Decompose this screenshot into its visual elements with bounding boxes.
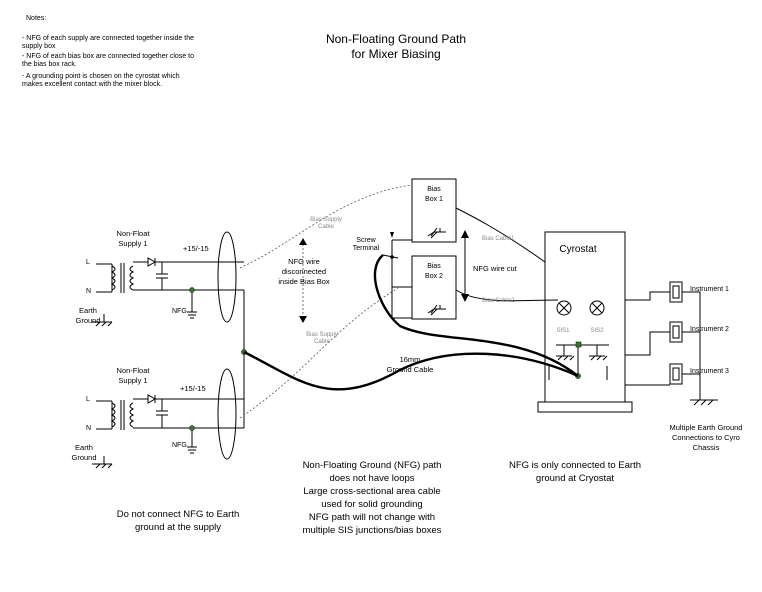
bottom-center-line-2: does not have loops — [329, 473, 415, 484]
cryostat-label: Cyrostat — [559, 244, 597, 255]
notes-line-5: - A grounding point is chosen on the cyrostat which — [22, 73, 180, 80]
supply-2-nfg-label: NFG — [172, 442, 187, 449]
supply-1-n-label: N — [86, 288, 92, 295]
screw-terminal-line-2: Terminal — [352, 245, 380, 252]
notes-block — [22, 15, 194, 88]
bottom-center-line-5: NFG path will not change with — [308, 512, 436, 523]
supply-1-transformer-secondary — [130, 266, 133, 290]
bias-supply-cable-2-path — [240, 288, 398, 418]
bias-supply-cable-1-line-1: Bias Supply — [310, 217, 342, 223]
diagram-title-line-2: for Mixer Biasing — [351, 47, 441, 61]
bottom-center-line-1: Non-Floating Ground (NFG) path — [302, 460, 442, 471]
notes-line-1: - NFG of each supply are connected together inside the — [22, 35, 194, 42]
sis2-label: SIS2 — [590, 328, 604, 334]
multiple-earth-line-3: Chassis — [692, 443, 720, 452]
bias-cable-1-path — [456, 208, 545, 262]
supply-1-earth-line-1: Earth — [79, 306, 97, 315]
sis1-label: SIS1 — [556, 328, 570, 334]
bottom-center-line-6: multiple SIS junctions/bias boxes — [302, 525, 442, 536]
multiple-earth-ground-icon — [690, 400, 718, 405]
supply-2-nfg-node — [190, 426, 195, 431]
bias-box-2-line-2: Box 2 — [425, 273, 443, 280]
cryostat — [538, 232, 632, 412]
supply-1-name-line-1: Non-Float — [116, 229, 150, 238]
bottom-left-line-2: ground at the supply — [134, 522, 222, 533]
supply-2-name-line-2: Supply 1 — [118, 376, 148, 385]
notes-line-6: makes excellent contact with the mixer block. — [22, 81, 163, 88]
supply-2-cable-shield — [218, 369, 236, 459]
bias-box-1-ground-icon — [428, 228, 446, 238]
supply-1-voltage: +15/-15 — [183, 244, 209, 253]
ground-cable-line-2: Ground Cable — [386, 365, 434, 374]
bottom-center-line-4: used for solid grounding — [321, 499, 423, 510]
bias-cable-2-label: Bias Cable2 — [482, 298, 515, 304]
bottom-right-line-2: ground at Cryostat — [535, 473, 615, 484]
nfg-disconnected-line-1: NFG wire — [288, 257, 320, 266]
supply-1-earth-line-2: Ground — [75, 316, 101, 325]
ground-cable-line-1: 16mm — [399, 355, 421, 364]
screw-terminal-line-1: Screw — [356, 237, 376, 244]
supply-2-l-label: L — [86, 396, 90, 403]
bias-box-2-ground-icon — [428, 305, 446, 315]
nfg-disconnected-line-2: disconnected — [281, 267, 327, 276]
bias-box-2-line-1: Bias — [427, 263, 441, 270]
bias-box-1-line-2: Box 1 — [425, 196, 443, 203]
notes-line-3: - NFG of each bias box are connected together close to — [22, 53, 194, 60]
nfg-disconnected-line-3: inside Bias Box — [278, 277, 330, 286]
supply-2-diode — [148, 395, 155, 403]
supply-2-n-label: N — [86, 425, 92, 432]
instrument-2-label: Instrument 2 — [690, 326, 729, 333]
bias-box-1-line-1: Bias — [427, 186, 441, 193]
multiple-earth-line-2: Connections to Cyro — [672, 433, 740, 442]
supply-1 — [75, 229, 244, 326]
notes-line-4: the bias box rack. — [22, 61, 77, 68]
supply-1-nfg-node — [190, 288, 195, 293]
bias-supply-cable-2-line-1: Bias Supply — [306, 332, 338, 338]
supply-1-cable-shield — [218, 232, 236, 322]
supply-1-l-label: L — [86, 259, 90, 266]
bottom-left-line-1: Do not connect NFG to Earth — [116, 509, 240, 520]
bottom-right-line-1: NFG is only connected to Earth — [508, 460, 642, 471]
bias-cable-1-label: Bias Cable1 — [482, 236, 515, 242]
supply-2-earth-line-2: Ground — [71, 453, 97, 462]
instrument-3-label: Instrument 3 — [690, 368, 729, 375]
nfg-disconnected-annotation — [278, 238, 330, 323]
supply-1-nfg-label: NFG — [172, 308, 187, 315]
nfg-wire-cut-label: NFG wire cut — [473, 264, 517, 273]
supply-1-diode — [148, 258, 155, 266]
diagram-title-line-1: Non-Floating Ground Path — [325, 32, 467, 46]
supply-2 — [71, 366, 244, 468]
supply-2-earth-line-1: Earth — [75, 443, 93, 452]
notes-heading: Notes: — [26, 15, 47, 22]
bias-box-1 — [412, 179, 456, 242]
multiple-earth-line-1: Multiple Earth Ground — [669, 423, 743, 432]
supply-2-voltage: +15/-15 — [180, 384, 206, 393]
notes-line-2: supply box — [22, 43, 56, 50]
bias-supply-cable-1-line-2: Cable — [318, 224, 334, 230]
bias-supply-cable-2-line-2: Cable — [314, 339, 330, 345]
bottom-center-line-3: Large cross-sectional area cable — [303, 486, 441, 497]
supply-2-name-line-1: Non-Float — [116, 366, 150, 375]
supply-1-name-line-2: Supply 1 — [118, 239, 148, 248]
supply-2-transformer-secondary — [130, 403, 133, 427]
instrument-1-label: Instrument 1 — [690, 286, 729, 293]
bias-box-2 — [412, 256, 456, 319]
